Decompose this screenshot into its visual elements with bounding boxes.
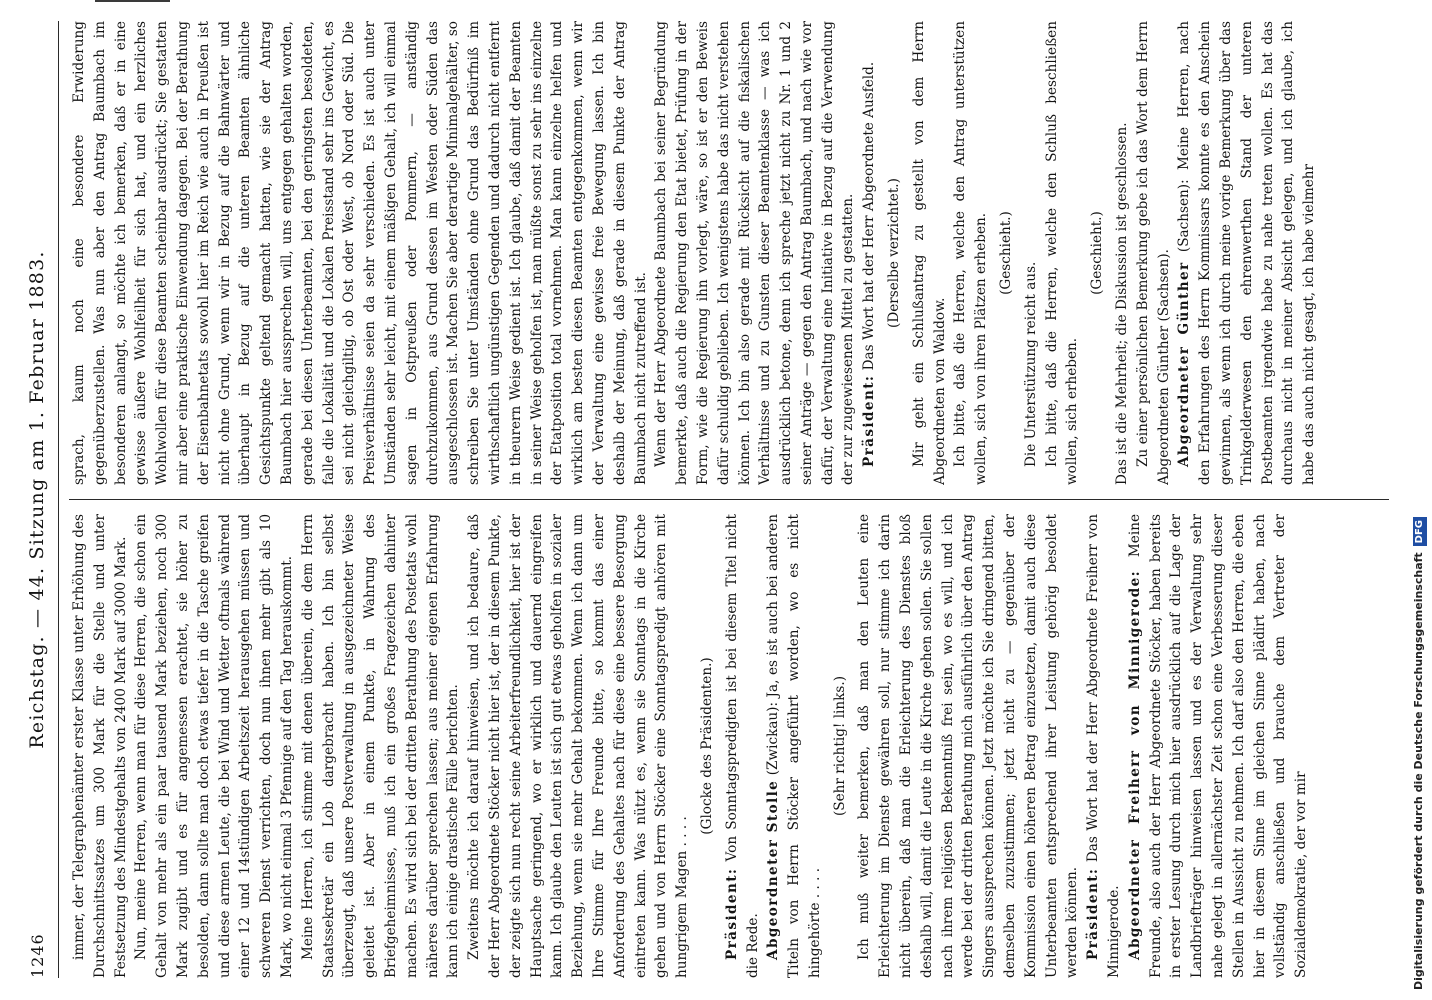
running-head (24, 21, 59, 978)
speaker-name: Präsident: (1085, 867, 1102, 960)
paragraph: Ich bitte, daß die Herren, welche den Schluß beschließen wollen, sich erheben. (1043, 21, 1081, 486)
speech-text: Das Wort hat der Herr Abgeordnete Ausfeld. (861, 61, 878, 371)
paragraph: Die Unterstützung reicht aus. (1022, 261, 1039, 468)
speaker-name: Abgeordneter Günther (1176, 261, 1193, 468)
speech-paragraph (1083, 514, 1125, 978)
speech-paragraph (1174, 21, 1320, 485)
rotated-page-content (18, 7, 1410, 992)
digitization-note (1410, 10, 1428, 990)
speaker-name: Abgeordneter Stolle (765, 779, 782, 960)
speech-text: Meine Freunde, also auch der Herr Abgeordnete Stöcker, haben bereits in erster Lesung durch mich hier ausdrücklich auf die Lage der Landbriefträger hinweisen lassen und es der Verwaltung sehr nahe gelegt in allernächster Zeit schon eine Verbesserung dieser Stellen in Aussicht zu nehmen. Ich darf also den Herren, die eben hier in diesem Sinne im gleichen Sinne plädirt haben, nach vollständig anschließen und brauche dem Vertreter der Sozialdemokratie, der vor mir (1126, 514, 1310, 978)
corner-scan-mark (95, 0, 170, 2)
speaker-name: Präsident: (861, 374, 878, 468)
digitization-text: Digitalisierung gefördert durch die Deutsche Forschungsgemeinschaft (1412, 552, 1425, 990)
dfg-logo: DFG (1413, 517, 1427, 546)
stage-direction: (Geschieht.) (1089, 211, 1106, 295)
paragraph: Ich bitte, daß die Herren, welche den Antrag unterstützen wollen, sich von ihren Plätzen erheben. (952, 21, 990, 486)
speech-paragraph (763, 514, 825, 978)
paragraph: Ich muß weiter bemerken, daß man den Leuten eine Erleichterung im Dienste gewähren soll, nur stimme ich darin nicht überein, daß man die Erleichterung des Dienstes bloß deshalb will, damit die Leute in die Kirche gehen sollen. Sie sollen nach ihrem religiösen Bekenntniß frei sein, wo es will, und ich werde bei der dritten Berathung mich ausführlich über den Antrag Singers aussprechen können. Jetzt möchte ich Sie dringend bitten, demselben zuzustimmen; jetzt nicht zu — gegenüber der Kommission einen höheren Betrag einzusetzen, damit auch diese Unterbeamten entsprechend ihrer Leistung gehörig besoldet werden können. (856, 514, 1081, 978)
stage-direction: (Geschieht.) (998, 211, 1015, 295)
paragraph: Meine Herren, ich stimme mit denen überein, die dem Herrn Staatssekretär ein Lob dargebracht haben. Ich bin selbst überzeugt, daß unsere Postverwaltung in ausgezeichneter Weise geleitet ist. Aber in einem Punkte, in Wahrung des Briefgeheimnisses, muß ich ein großes Fragezeichen dahinter machen. Es wird sich bei der dritten Berathung des Postetats wohl näheres darüber sprechen lassen; aus meiner eigenen Erfahrung kann ich einige drastische Fälle berichten. (299, 514, 462, 978)
left-column (69, 514, 1389, 978)
paragraph: immer, der Telegraphenämter erster Klasse unter Erhöhung des Durchschnittssatzes um 300 Mark für die Stelle und unter Festsetzung des Mindestgehalts von 2400 Mark auf 3000 Mark. (71, 514, 129, 978)
paragraph: Zu einer persönlichen Bemerkung gebe ich das Wort dem Herrn Abgeordneten Günther (Sachsen). (1134, 21, 1172, 486)
page-number: 1246 (28, 933, 47, 978)
speech-text: Das Wort hat der Herr Abgeordnete Freiherr von Minnigerode. (1085, 514, 1123, 978)
paragraph: Wenn der Herr Abgeordnete Baumbach bei seiner Begründung bemerkte, daß auch die Regierung den Etat bietet, Prüfung in der Form, wie die Regierung ihn vorlegt, wäre, so ist er den Beweis dafür schuldig geblieben. Ich wenigstens habe das nicht verstehen können. Ich bin also gerade mit Rücksicht auf die fiskalischen Verhältnisse und zu Gunsten dieser Beamtenklasse — was ich ausdrücklich betone, denn ich spreche jetzt nicht zu Nr. 1 und 2 seiner Anträge — gegen den Antrag Baumbach, und nach wie vor dafür, der Verwaltung eine Initiative in Bezug auf die Verwendung der zur zugewiesenen Mittel zu gestatten. (653, 21, 857, 486)
speech-paragraph (722, 514, 764, 978)
speech-text: Von Sonntagspredigten ist bei diesem Titel nicht die Rede. (723, 514, 761, 978)
right-column (69, 21, 1389, 485)
paragraph: Zweitens möchte ich darauf hinweisen, und ich bedaure, daß der Herr Abgeordnete Stöcker nicht hier ist, der in diesem Punkte, der zeigte sich nun recht seine Arbeiterfreundlichkeit, hier ist der Hauptsache geringend, wo er wirklich und dauernd eingreifen kann. Ich glaube den Leuten ist sich gut etwas geholfen in sozialer Beziehung, wenn sie mehr Gehalt bekommen. Wenn ich dann um Ihre Stimme für Ihre Freunde bitte, so kommt das einer Anforderung des Gehaltes nach für diese eine bessere Besorgung eintreten kann. Was nützt es, wenn sie Sonntags in die Kirche gehen und von Herrn Stöcker eine Sonntagspredigt anhören mit hungrigem Magen . . . . (466, 514, 691, 978)
stage-direction: (Derselbe verzichtet.) (886, 178, 903, 328)
speaker-name: Präsident: (723, 867, 740, 960)
speech-paragraph (1125, 514, 1312, 978)
stage-direction: (Glocke des Präsidenten.) (698, 657, 715, 835)
speech-paragraph (859, 21, 880, 485)
speech-text: (Zwickau): Ja, es ist auch bei anderen Titeln von Herrn Stöcker angeführt worden, wo es nicht hingehörte . . . . (765, 514, 823, 978)
paragraph: Das ist die Mehrheit; die Diskussion ist geschlossen. (1114, 122, 1131, 486)
paragraph: Mir geht ein Schlußantrag zu gestellt von dem Herrn Abgeordneten von Waldow. (910, 21, 948, 486)
speaker-name: Abgeordneter Freiherr von Minnigerode: (1126, 569, 1143, 960)
paragraph: sprach, kaum noch eine besondere Erwiderung gegenüberzustellen. Was nun aber den Antrag Baumbach im besonderen anlangt, so möchte ich bemerken, daß er in eine gewisse äußere Wohlfeilheit für sich hat, und ein herzliches Wohlwollen für diese Beamten scheinbar ausdrückt; Sie gestatten mir aber eine praktische Einwendung dagegen. Bei der Berathung der Eisenbahnetats sowohl hier im Reich wie auch in Preußen ist nicht ohne Grund, wenn wir in Bezug auf die Bahnwärter und überhaupt in Bezug auf die unteren Beamten ähnliche Gesichtspunkte geltend gemacht hatten, wie sie der Antrag Baumbach hier aussprechen will, uns entgegen gehalten worden, gerade bei diesen Unterbeamten, bei den geringsten besoldeten, falle die Lokalität und die Lokalen Preisstand sehr ins Gewicht, es sei nicht gleichgiltig, ob Ost oder West, ob Nord oder Süd. Die Preisverhältnisse seien da sehr verschieden. Es ist auch unter Umständen sehr leicht, mit einem mäßigen Gehalt, ich will einmal sagen in Ostpreußen oder Pommern, — anständig durchzukommen, aus Grund dessen im Westen oder Süden das ausgeschlossen ist. Machen Sie aber derartige Minimalgehälter, so schreiben Sie unter Umständen ohne Grund das Bedürfniß im wirthschaftlich ungünstigen Gegenden und dadurch nicht entfernt in theurern Weise gedient ist. Ich glaube, daß damit der Beamten in seiner Weise geholfen ist, man müßte sonst zu sehr ins einzelne der Etatposition total vornehmen. Man kann einzelne helfen und wirklich am besten diesen Beamten entgegenkommen, wenn wir der Verwaltung eine gewisse freie Bewegung lassen. Ich bin deshalb der Meinung, daß gerade in diesem Punkte der Antrag Baumbach nicht zutreffend ist. (71, 21, 649, 486)
speech-text: (Sachsen): Meine Herren, nach den Erfahrungen des Herrn Kommissars konnte es den Anschein gewinnen, als wenn ich durch meine vorige Bemerkung über das Trinkgelderwesen den ehrenwerthen Stand der unteren Postbeamten irgendwie habe zu nahe treten wollen. Es hat das durchaus nicht in meiner Absicht gelegen, und ich glaube, ich habe das auch nicht gesagt, ich habe vielmehr (1176, 21, 1318, 486)
stage-direction: (Sehr richtig! links.) (831, 675, 848, 817)
column-rule (69, 499, 1389, 500)
running-title: Reichstag. — 44. Sitzung am 1. Februar 1883. (26, 250, 48, 749)
paragraph: Nun, meine Herren, wenn man für diese Herren, die schon ein Gehalt von mehr als ein paar tausend Mark beziehen, noch 300 Mark zugibt und es für angemessen erachtet, sie höher zu besolden, dann sollte man doch etwas tiefer in die Tasche greifen und diese armen Leute, die bei Wind und Wetter oftmals während einer 12 und 14stündigen Arbeitszeit herausgehen müssen und schweren Dienst verrichten, doch nun ihnen mehr gibt als 10 Mark, wo nicht einmal 3 Pfennige auf den Tag herauskommt. (133, 514, 295, 978)
text-columns (69, 21, 1389, 978)
